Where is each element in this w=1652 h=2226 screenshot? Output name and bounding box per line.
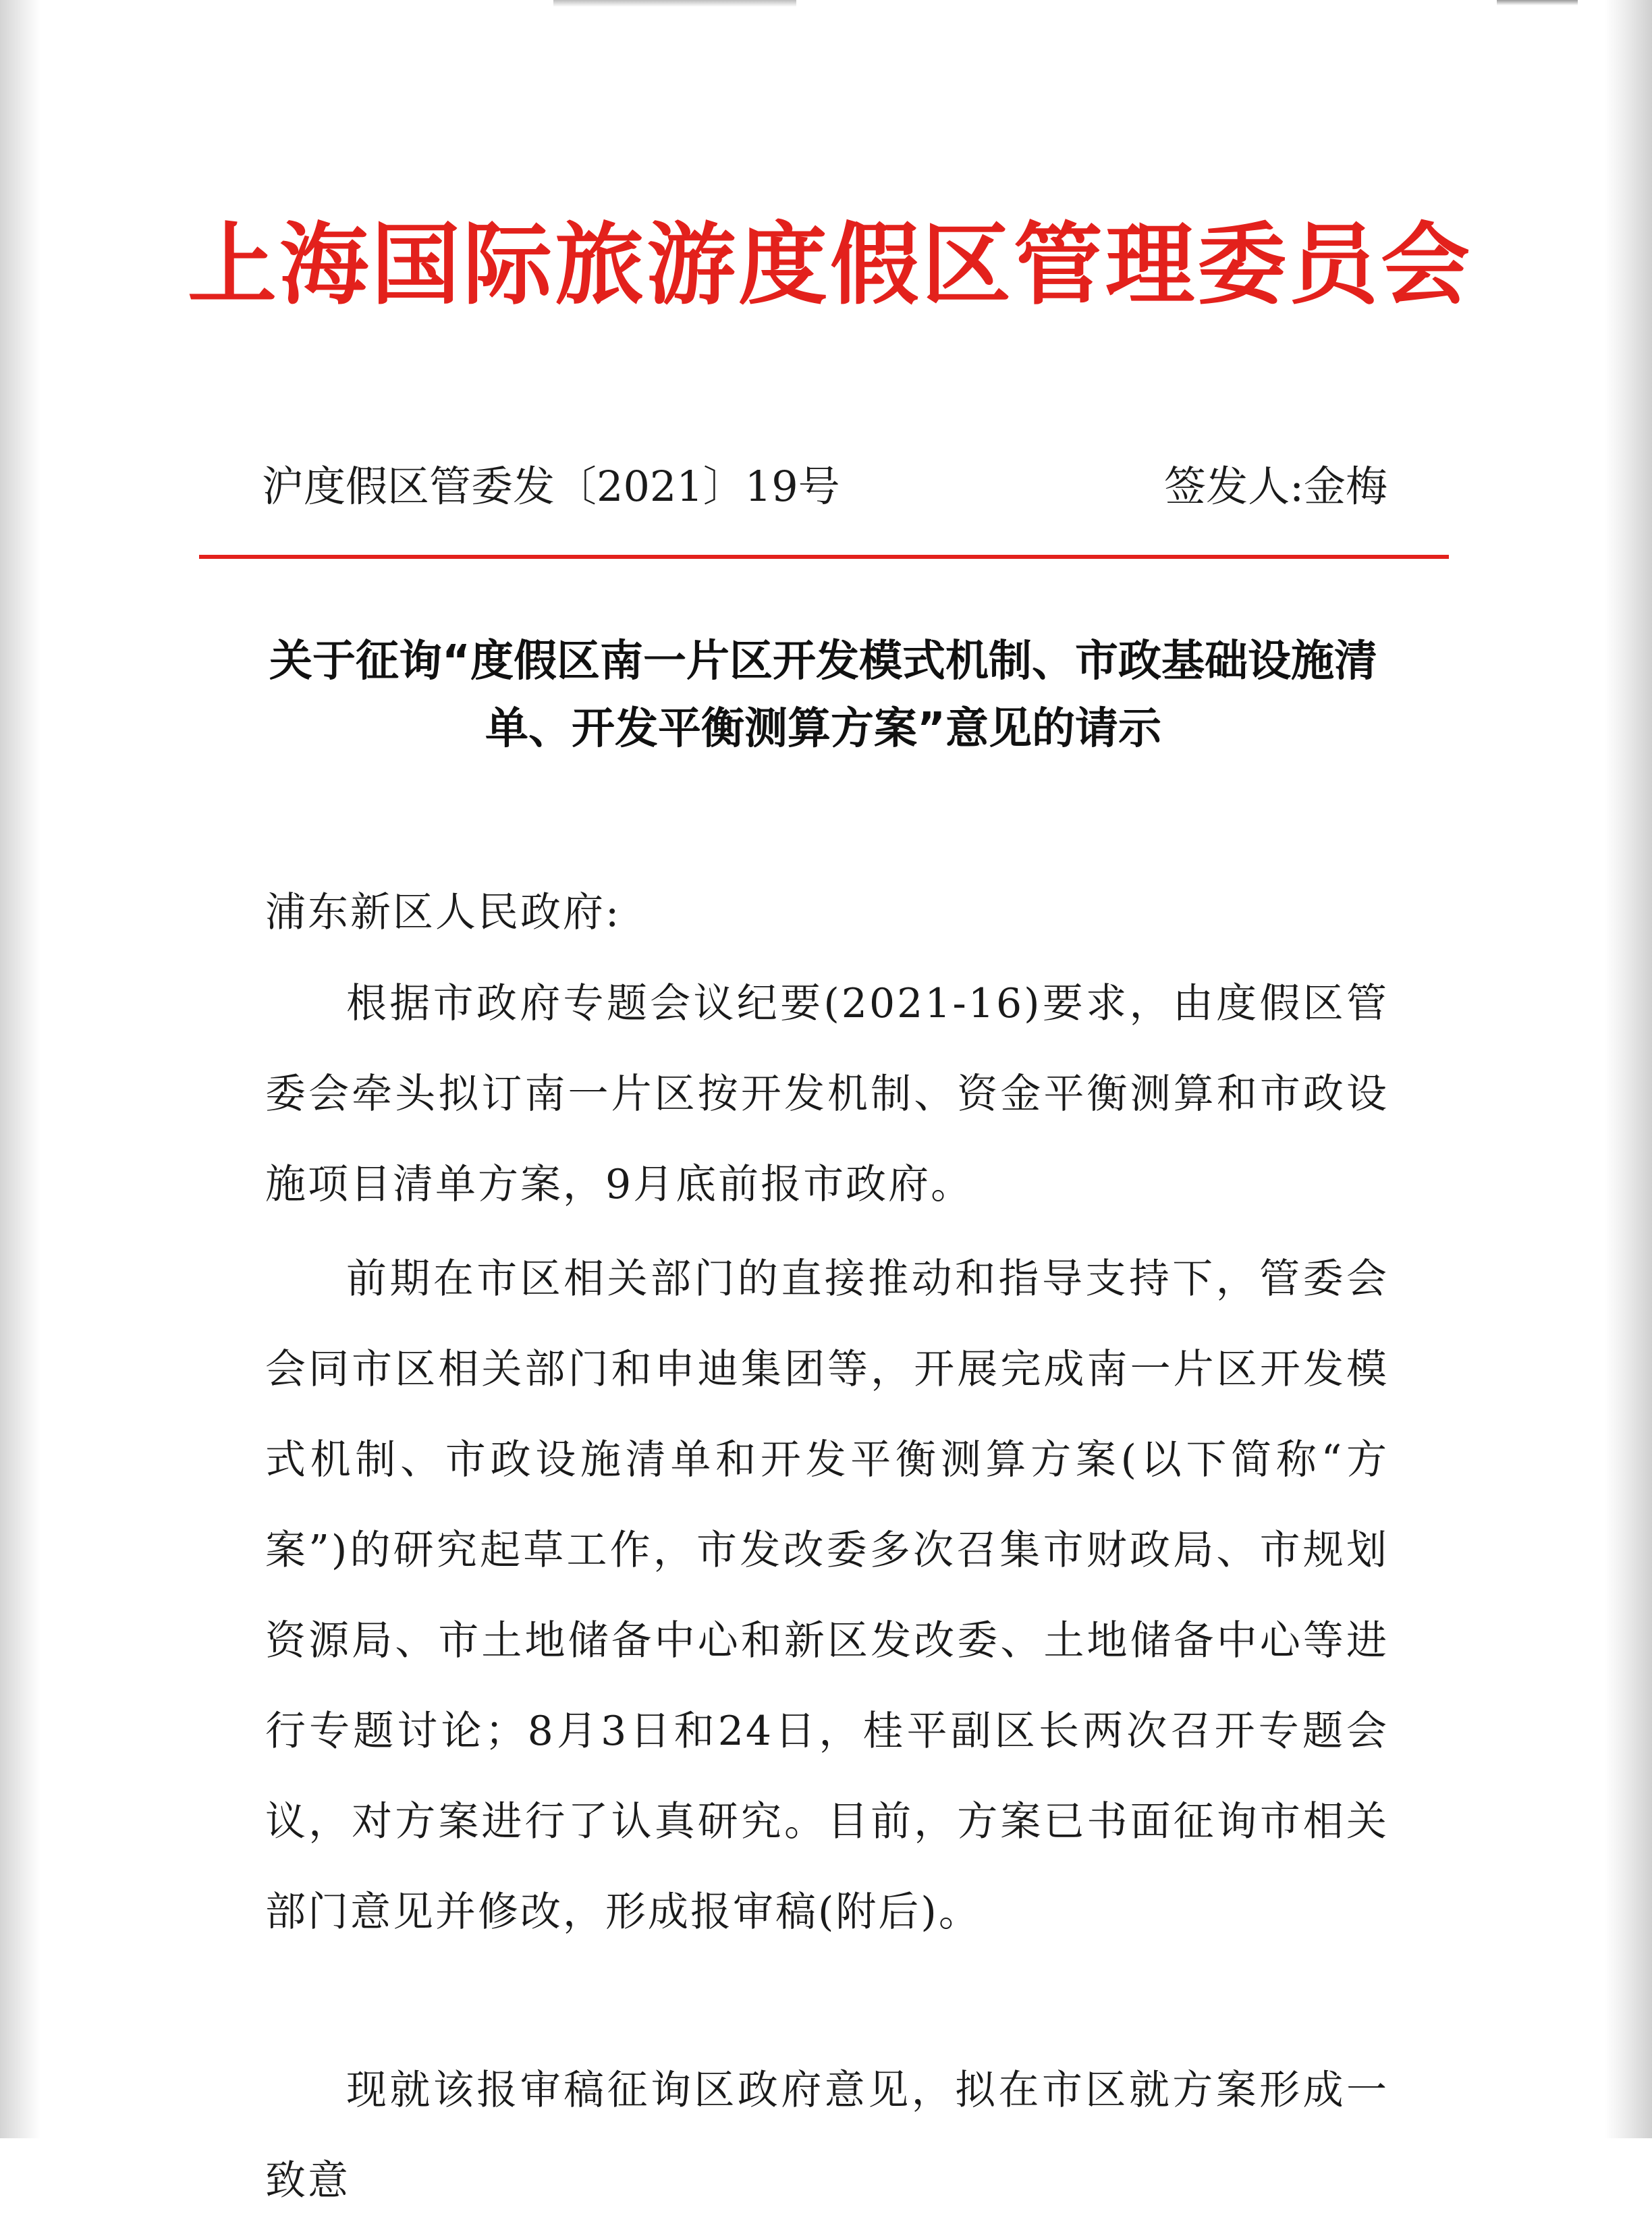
scan-top-smudge bbox=[553, 0, 796, 7]
scan-top-smudge-right bbox=[1497, 0, 1578, 5]
title-line-1: 关于征询“度假区南一片区开发模式机制、市政基础设施清 bbox=[269, 636, 1378, 686]
scan-left-edge-shadow bbox=[0, 0, 40, 2138]
paragraph-1: 根据市政府专题会议纪要(2021-16)要求，由度假区管委会牵头拟订南一片区按开发机制、资金平衡测算和市政设施项目清单方案，9月底前报市政府。 bbox=[265, 980, 1389, 1208]
red-separator-line bbox=[199, 555, 1449, 559]
salutation: 浦东新区人民政府: bbox=[265, 889, 622, 936]
issuer-label: 签发人:金梅 bbox=[1164, 462, 1387, 511]
document-title bbox=[202, 628, 1444, 763]
document-number: 沪度假区管委发〔2021〕19号 bbox=[262, 462, 840, 511]
title-line-2: 单、开发平衡测算方案”意见的请示 bbox=[485, 704, 1162, 754]
scan-right-edge-shadow bbox=[1605, 0, 1652, 2138]
document-number-row bbox=[262, 456, 1387, 517]
masthead-organization: 上海国际旅游度假区管理委员会 bbox=[188, 213, 1472, 317]
paragraph-3: 现就该报审稿征询区政府意见，拟在市区就方案形成一致意 bbox=[265, 2067, 1389, 2204]
paragraph-2: 前期在市区相关部门的直接推动和指导支持下，管委会会同市区相关部门和申迪集团等，开展完成南一片区开发模式机制、市政设施清单和开发平衡测算方案(以下简称“方案”)的研究起草工作，市发改委多次召集市财政局、市规划资源局、市土地储备中心和新区发改委、土地储备中心等进行专题讨论；8月3日和24日，桂平副区长两次召开专题会议，对方案进行了认真研究。目前，方案已书面征询市相关部门意见并修改，形成报审稿(附后)。 bbox=[265, 1255, 1389, 1936]
